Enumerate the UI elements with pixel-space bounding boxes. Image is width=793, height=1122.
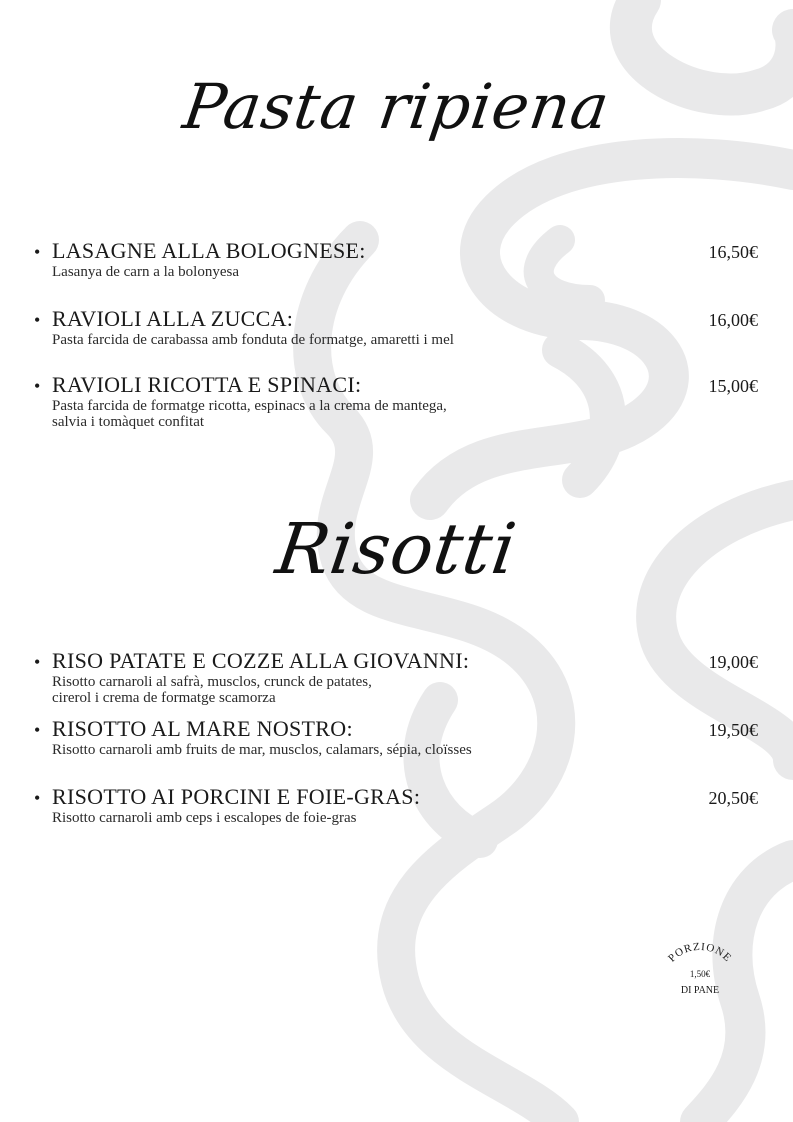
bullet-icon: • (34, 310, 41, 330)
menu-item (34, 648, 758, 706)
bullet-icon: • (34, 376, 41, 396)
dish-description-line: Pasta farcida de carabassa amb fonduta de formatge, amaretti i mel (52, 332, 454, 348)
dish-name-text: LASAGNE ALLA BOLOGNESE: (52, 238, 366, 263)
dish-description (52, 742, 612, 758)
dish-price: 19,00€ (708, 652, 758, 672)
dish-name (34, 238, 366, 264)
dish-name-text: RISO PATATE E COZZE ALLA GIOVANNI: (52, 648, 470, 673)
dish-description-line: Risotto carnaroli al safrà, musclos, crunck de patates, (52, 674, 372, 690)
dish-name-text: RISOTTO AI PORCINI E FOIE-GRAS: (52, 784, 421, 809)
dish-description (52, 674, 612, 706)
bread-label: DI PANE (680, 985, 720, 996)
dish-description (52, 810, 612, 826)
dish-price: 20,50€ (708, 788, 758, 808)
bullet-icon: • (34, 788, 41, 808)
bread-price: 1,50€ (689, 969, 711, 979)
dish-description-line: Pasta farcida de formatge ricotta, espinacs a la crema de mantega, (52, 398, 447, 414)
bullet-icon: • (34, 242, 41, 262)
dish-description-line: Risotto carnaroli amb fruits de mar, musclos, calamars, sépia, cloïsses (52, 742, 472, 758)
section-title-pasta-ripiena: Pasta ripiena (178, 70, 615, 143)
dish-price: 16,00€ (708, 310, 758, 330)
section-title-risotti: Risotti (271, 508, 522, 590)
menu-item (34, 238, 758, 280)
dish-description (52, 264, 612, 280)
dish-description (52, 398, 612, 430)
dish-price: 19,50€ (708, 720, 758, 740)
bullet-icon: • (34, 720, 41, 740)
dish-description (52, 332, 612, 348)
dish-name (34, 716, 353, 742)
dish-name-text: RISOTTO AL MARE NOSTRO: (52, 716, 353, 741)
dish-name-text: RAVIOLI ALLA ZUCCA: (52, 306, 294, 331)
menu-item (34, 716, 758, 758)
dish-description-line: cirerol i crema de formatge scamorza (52, 690, 276, 706)
dish-name (34, 648, 469, 674)
menu-item (34, 784, 758, 826)
bullet-icon: • (34, 652, 41, 672)
menu-item (34, 306, 758, 348)
dish-description-line: Risotto carnaroli amb ceps i escalopes de foie-gras (52, 810, 357, 826)
dish-price: 16,50€ (708, 242, 758, 262)
bread-stamp-arc-label: PORZIONE (665, 940, 734, 965)
dish-name (34, 372, 361, 398)
dish-description-line: salvia i tomàquet confitat (52, 414, 205, 430)
menu-item (34, 372, 758, 430)
bread-stamp-arc-text (666, 941, 734, 965)
dish-name (34, 784, 420, 810)
dish-name-text: RAVIOLI RICOTTA E SPINACI: (52, 372, 362, 397)
dish-price: 15,00€ (708, 376, 758, 396)
bread-portion-stamp (660, 940, 740, 1010)
dish-description-line: Lasanya de carn a la bolonyesa (52, 264, 239, 280)
dish-name (34, 306, 293, 332)
